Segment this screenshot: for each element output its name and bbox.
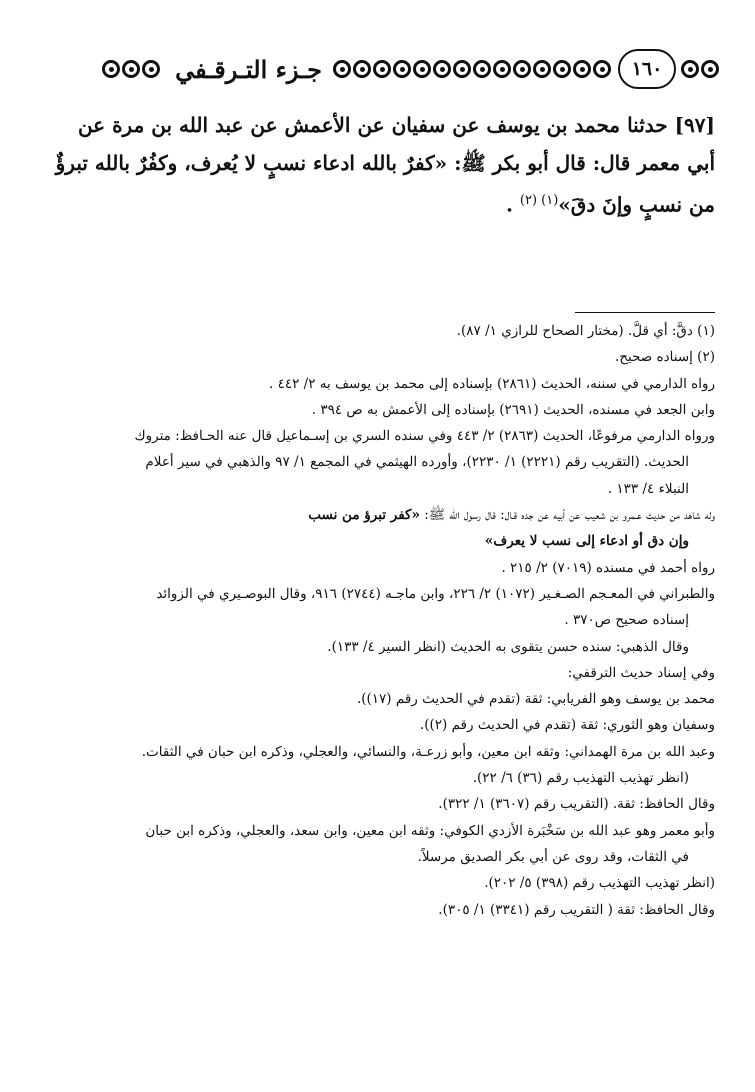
hadith-line: أبي معمر قال: قال أبو بكر ﷺ: «كفرٌ بالله ادعاء نسبٍ لا يُعرف، وكفُرٌ بالله تبرؤٌ [55,151,715,175]
footnote-markers: (١) (٢) [519,193,559,208]
footnote-line: وإن دق أو ادعاء إلى نسب لا يعرف» [484,533,689,550]
book-title: جـزء التـرقـفي [175,54,322,84]
hadith-line: [٩٧] حدثنا محمد بن يوسف عن سفيان عن الأعمش عن عبد الله بن مرة عن [77,113,715,137]
footnote-line: وله شاهد من حديث عـمرو بن شعيب عن أبيه عن جده قـال: قال رسول الله ﷺ: «كفر تبرؤ من نسب [308,507,715,524]
footnote-line: رواه أحمد في مسنده (٧٠١٩) ٢/ ٢١٥ . [501,559,715,576]
hadith-text [35,106,715,224]
footnote-line: إسناده صحيح ص٣٧٠ . [564,612,689,629]
page-number: ١٦٠ [618,49,676,89]
footnote-line: النبلاء ٤/ ١٣٣ . [607,480,689,497]
footnote-line: وقال الحافظ: ثقة ( التقريب رقم (٣٣٤١) ١/ ٣٠٥). [438,901,715,918]
footnote-line: ورواه الدارمي مرفوعًا، الحديث (٢٨٦٣) ٢/ ٤٤٣ وفي سنده السري بن إسـماعيل قال عنه الحـافظ: متروك [134,428,715,445]
ornament-chain [332,54,612,84]
footnote-line: (١) دقَّ: أي قلَّ. (مختار الصحاح للرازي ١/ ٨٧). [456,323,715,339]
footnote-line: والطبراني في المعـجم الصـغـير (١٠٧٢) ٢/ ٢٢٦، وابن ماجـه (٢٧٤٤) ٩١٦، وقال البوصـيري في الزوائد [156,585,715,602]
footnote-line: وعبد الله بن مرة الهمداني: وثقه ابن معين، وأبو زرعـة، والنسائي، والعجلي، وذكره ابن حبان في الثقات. [141,743,715,760]
ornament-circle [701,60,719,78]
footnote-line: وابن الجعد في مسنده، الحديث (٢٦٩١) بإسناده إلى الأعمش به ص ٣٩٤ . [311,401,715,418]
ornament-circle [681,60,699,78]
footnote-line: وسفيان وهو الثوري: ثقة (تقدم في الحديث رقم (٢)). [419,717,715,734]
footnote-separator [575,312,715,313]
footnote-line: رواه الدارمي في سننه، الحديث (٢٨٦١) بإسناده إلى محمد بن يوسف به ٢/ ٤٤٢ . [269,375,715,392]
footnote-line: (انظر تهذيب التهذيب رقم (٣٦) ٦/ ٢٢). [472,770,689,787]
footnote-line: الحديث. (التقريب رقم (٢٢٢١) ١/ ٢٢٣٠)، وأورده الهيثمي في المجمع ١/ ٩٧ والذهبي في سير أعلام [145,454,689,471]
footnote-line: وفي إسناد حديث الترقفي: [567,664,715,681]
footnote-line: (انظر تهذيب التهذيب رقم (٣٩٨) ٥/ ٢٠٢). [484,875,715,892]
footnote-line: وأبو معمر وهو عبد الله بن سَخْبَرة الأزدي الكوفي: وثقه ابن معين، وابن سعد، والعجلي، وذكره ابن حبان [145,822,715,839]
footnote-line: محمد بن يوسف وهو الفريابي: ثقة (تقدم في الحديث رقم (١٧)). [356,691,715,708]
footnote-line: وقال الحافظ: ثقة. (التقريب رقم (٣٦٠٧) ١/ ٣٢٢). [438,796,715,813]
page-header [36,46,720,92]
footnote-line: (٢) إسناده صحيح. [615,349,715,366]
footnotes [35,318,715,923]
footnote-line: في الثقات، وقد روى عن أبي بكر الصديق مرسلاً. [417,848,689,865]
ornament-left [101,54,161,84]
hadith-line: من نسبٍ وإنَ دقَ»$^{(١) (٢)}$ . [505,192,715,217]
ornament-right [680,54,720,84]
footnote-line: وقال الذهبي: سنده حسن يتقوى به الحديث (انظر السير ٤/ ١٣٣). [327,638,689,655]
